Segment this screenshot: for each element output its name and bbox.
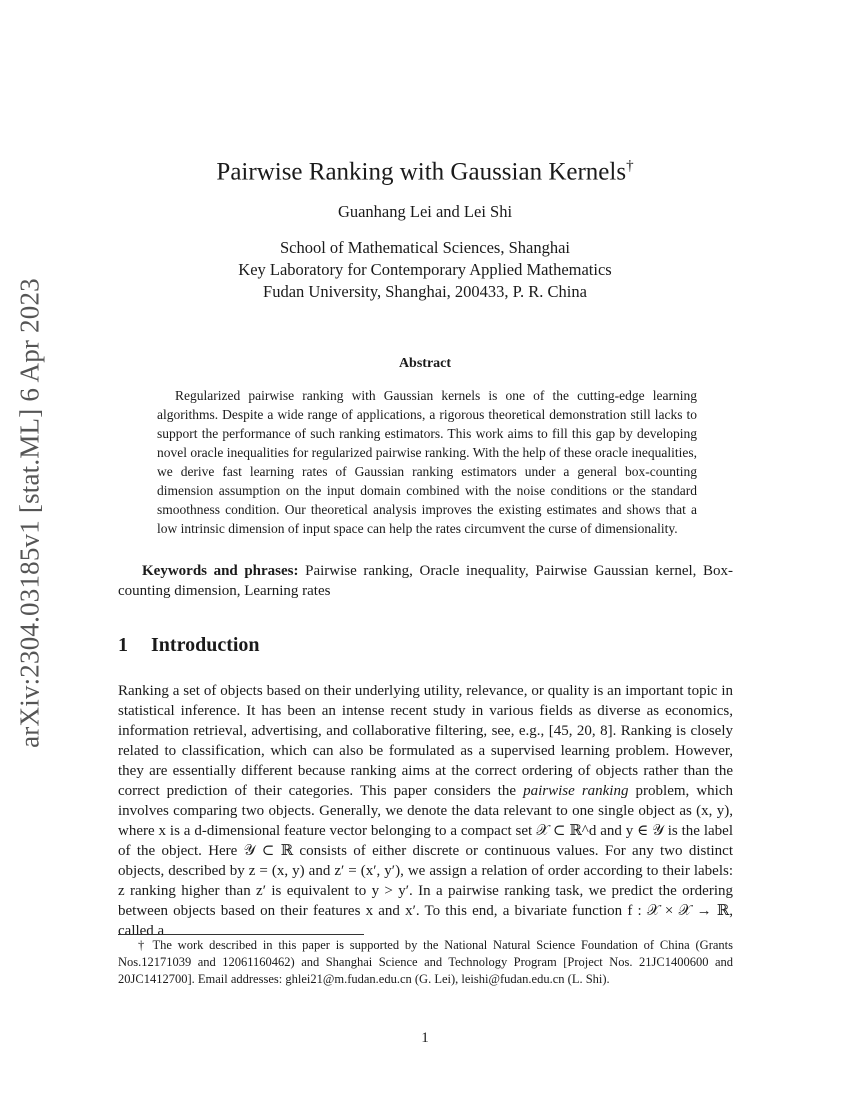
keywords-label: Keywords and phrases:: [142, 563, 299, 579]
paper-title: [0, 150, 850, 188]
keywords-list: Pairwise ranking, Oracle inequality, Pairwise Gaussian kernel, Box-counting dimension, Learning rates: [118, 563, 734, 599]
affiliation-line: Key Laboratory for Contemporary Applied Mathematics: [238, 260, 612, 279]
intro-text-part2: problem, which involves comparing two objects. Generally, we denote the data relevant to one single object as (x, y), where x is a d-dimensional feature vector belonging to a compact set 𝒳 ⊂ ℝ^d and y ∈ 𝒴 is the label of the object. Here 𝒴 ⊂ ℝ consists of either discrete or continuous values. For any two distinct objects, described by z = (x, y) and z′ = (x′, y′), we assign a relation of order according to their labels: z ranking higher than z′ is equivalent to y > y′. In a pairwise ranking task, we predict the ordering between objects based on their features x and x′. To this end, a bivariate function f : 𝒳 × 𝒳 → ℝ, called a: [118, 783, 733, 939]
affiliation-block: [0, 237, 850, 303]
affiliation-line: School of Mathematical Sciences, Shanghai: [279, 238, 571, 257]
author-list: Guanhang Lei and Lei Shi: [337, 202, 513, 221]
keywords-paragraph: [118, 561, 733, 601]
page-number: 1: [421, 1030, 429, 1046]
section-title: Introduction: [151, 634, 260, 656]
abstract-heading: Abstract: [398, 356, 452, 371]
introduction-paragraph: [118, 681, 733, 941]
title-footnote-mark: †: [626, 158, 634, 174]
footnote-text: † The work described in this paper is supported by the National Natural Science Foundation of China (Grants Nos.12171039 and 12061160462) and Shanghai Science and Technology Program [Project Nos. 21JC1400600 and 20JC1412700]. Email addresses: ghlei21@m.fudan.edu.cn (G. Lei), leishi@fudan.edu.cn (L. Shi).: [118, 938, 733, 986]
affiliation-line: Fudan University, Shanghai, 200433, P. R. China: [263, 282, 587, 301]
arxiv-side-identifier: [2, 268, 57, 758]
footnote-rule: [118, 934, 364, 935]
paper-title-text: Pairwise Ranking with Gaussian Kernels: [216, 158, 627, 186]
intro-emphasis: pairwise ranking: [523, 783, 629, 799]
intro-text-part1: Ranking a set of objects based on their underlying utility, relevance, or quality is an important topic in statistical inference. It has been an intense recent study in various fields as diverse as economics, information retrieval, advertising, and collaborative filtering, see, e.g., [45, 20, 8]. Ranking is closely related to classification, which can also be formulated as a supervised learning problem. However, they are essentially different because ranking aims at the correct ordering of objects rather than the correct prediction of their categories. This paper considers the: [118, 683, 733, 799]
arxiv-identifier-text: arXiv:2304.03185v1 [stat.ML] 6 Apr 2023: [14, 278, 44, 748]
section-heading: [118, 632, 260, 658]
section-number: 1: [118, 634, 128, 656]
abstract-text: Regularized pairwise ranking with Gaussian kernels is one of the cutting-edge learning algorithms. Despite a wide range of applications, a rigorous theoretical demonstration still lacks to support the performance of such ranking estimators. This work aims to fill this gap by developing novel oracle inequalities for regularized pairwise ranking. With the help of these oracle inequalities, we derive fast learning rates of Gaussian ranking estimators under a general box-counting dimension assumption on the input domain combined with the noise conditions or the standard smoothness condition. Our theoretical analysis improves the existing estimates and shows that a low intrinsic dimension of input space can help the rates circumvent the curse of dimensionality.: [157, 388, 697, 536]
